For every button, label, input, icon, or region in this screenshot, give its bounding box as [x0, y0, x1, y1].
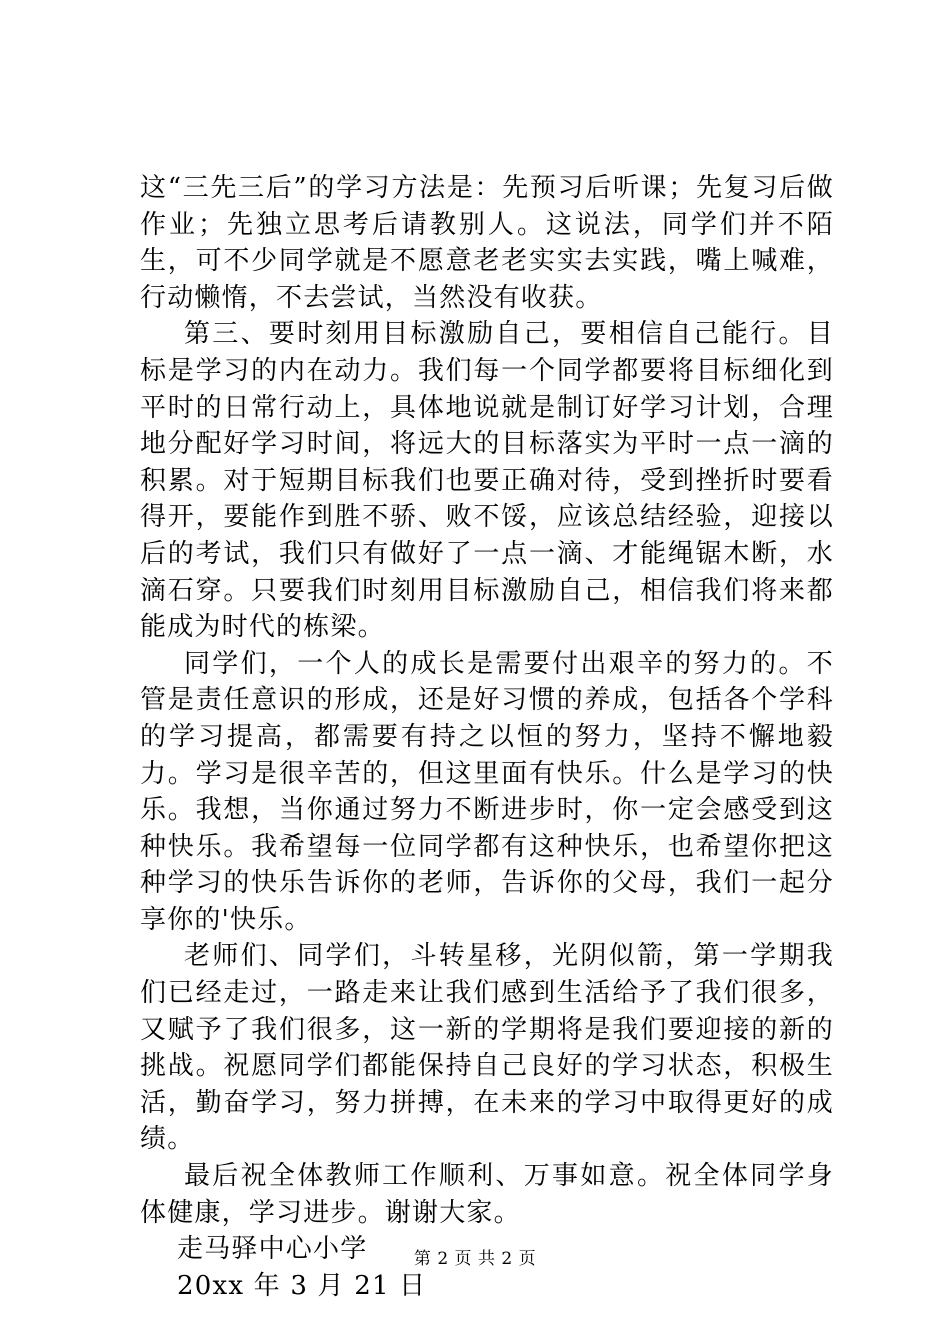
page-number: 第 2 页 共 2 页	[413, 1249, 537, 1269]
page-footer	[0, 1244, 950, 1269]
date-line: 20xx 年 3 月 21 日	[177, 1270, 427, 1301]
paragraph-new-semester: 老师们、同学们，斗转星移，光阴似箭，第一学期我们已经走过，一路走来让我们感到生活给予了我们很多，又赋予了我们很多，这一新的学期将是我们要迎接的新的挑战。祝愿同学们都能保持自己良好的学习状态，积极生活，勤奋学习，努力拼搏，在未来的学习中取得更好的成绩。	[140, 941, 834, 1155]
paragraph-growth: 同学们，一个人的成长是需要付出艰辛的努力的。不管是责任意识的形成，还是好习惯的养成，包括各个学科的学习提高，都需要有持之以恒的努力，坚持不懈地毅力。学习是很辛苦的，但这里面有快乐。什么是学习的快乐。我想，当你通过努力不断进步时，你一定会感受到这种快乐。我希望每一位同学都有这种快乐，也希望你把这种学习的快乐告诉你的老师，告诉你的父母，我们一起分享你的'快乐。	[140, 648, 834, 935]
document-body	[140, 170, 834, 1304]
signature: 走马驿中心小学	[177, 1234, 368, 1265]
paragraph-goals: 第三、要时刻用目标激励自己，要相信自己能行。目标是学习的内在动力。我们每一个同学都要将目标细化到平时的日常行动上，具体地说就是制订好学习计划，合理地分配好学习时间，将远大的目标落实为平时一点一滴的积累。对于短期目标我们也要正确对待，受到挫折时要看得开，要能作到胜不骄、败不馁，应该总结经验，迎接以后的考试，我们只有做好了一点一滴、才能绳锯木断，水滴石穿。只要我们时刻用目标激励自己，相信我们将来都能成为时代的栋梁。	[140, 319, 834, 643]
paragraph-closing: 最后祝全体教师工作顺利、万事如意。祝全体同学身体健康，学习进步。谢谢大家。	[140, 1161, 834, 1228]
paragraph-method: 这“三先三后”的学习方法是：先预习后听课；先复习后做作业；先独立思考后请教别人。这说法，同学们并不陌生，可不少同学就是不愿意老老实实去实践，嘴上喊难，行动懒惰，不去尝试，当然没有收获。	[140, 173, 834, 313]
